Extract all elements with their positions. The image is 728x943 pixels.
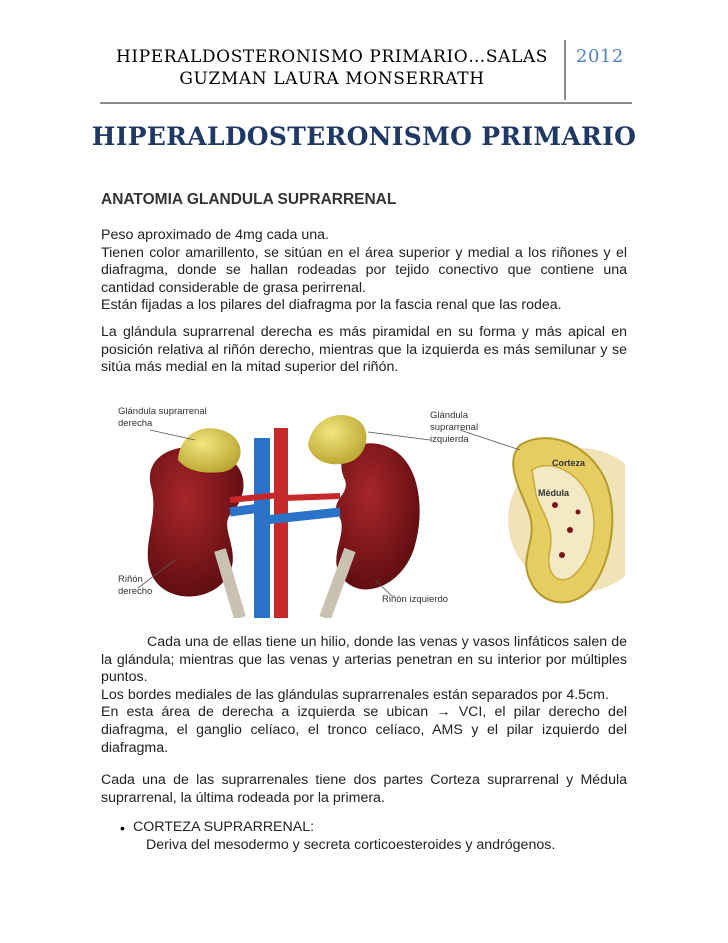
right-gland-shape (178, 428, 241, 473)
header-line-1: HIPERALDOSTERONISMO PRIMARIO…SALAS (115, 47, 549, 67)
para3-line-2: Los bordes mediales de las glándulas suprarrenales están separados por 4.5cm. (101, 686, 609, 703)
section-heading: ANATOMIA GLANDULA SUPRARRENAL (101, 191, 397, 208)
label-medulla: Médula (538, 488, 570, 498)
paragraph-4: Cada una de las suprarrenales tiene dos partes Corteza suprarrenal y Médula suprarrenal, la última rodeada por la primera. (101, 772, 627, 806)
paragraph-1 (101, 227, 627, 315)
para3-line-3: En esta área de derecha a izquierda se ubican → VCI, el pilar derecho del diafragma, el ganglio celíaco, el tronco celíaco, AMS y el pilar izquierdo del diafragma. (101, 704, 627, 756)
paragraph-3 (101, 634, 627, 757)
para3-line-1: Cada una de ellas tiene un hilio, donde las venas y vasos linfáticos salen de la glándula; mientras que las venas y arterias penetran en su interior por múltiples puntos. (101, 634, 627, 686)
document-title: HIPERALDOSTERONISMO PRIMARIO (91, 122, 637, 151)
bullet-icon: • (120, 820, 125, 836)
header-year: 2012 (576, 46, 624, 67)
label-left-gland-2: suprarrenal (430, 422, 479, 433)
label-right-gland-1: Glándula suprarrenal (118, 406, 207, 417)
label-left-gland-3: izquierda (430, 434, 469, 445)
paragraph-2: La glándula suprarrenal derecha es más piramidal en su forma y más apical en posición relativa al riñón derecho, mientras que la izquierda es más semilunar y se sitúa más medial en la mitad superior del riñón. (101, 324, 627, 376)
label-right-kidney-2: derecho (118, 586, 153, 597)
vena-cava (254, 438, 270, 618)
left-gland-shape (308, 415, 366, 464)
header-title-block (100, 40, 566, 100)
para1-line-1: Peso aproximado de 4mg cada una. (101, 227, 329, 243)
label-left-kidney: Riñón izquierdo (382, 594, 449, 605)
bullet-heading: CORTEZA SUPRARRENAL: (133, 819, 315, 835)
page-header (100, 40, 632, 104)
para1-line-2: Tienen color amarillento, se sitúan en el área superior y medial a los riñones y el diafragma, donde se hallan rodeadas por tejido conectivo que contiene una cantidad considerable de grasa perirrenal. (101, 244, 627, 296)
left-renal-artery (285, 496, 340, 498)
adrenal-kidney-illustration (100, 400, 625, 618)
para1-line-3: Están fijadas a los pilares del diafragma por la fascia renal que las rodea. (101, 297, 562, 314)
right-renal-vein (230, 508, 260, 512)
bullet-body: Deriva del mesodermo y secreta corticoesteroides y andrógenos. (146, 837, 556, 853)
label-right-kidney-1: Riñón (118, 574, 143, 585)
header-line-2: GUZMAN LAURA MONSERRATH (179, 69, 485, 89)
label-right-gland-2: derecha (118, 418, 153, 429)
illustration-svg (100, 400, 625, 618)
label-cortex: Corteza (552, 458, 586, 468)
label-left-gland-1: Glándula (430, 410, 469, 421)
